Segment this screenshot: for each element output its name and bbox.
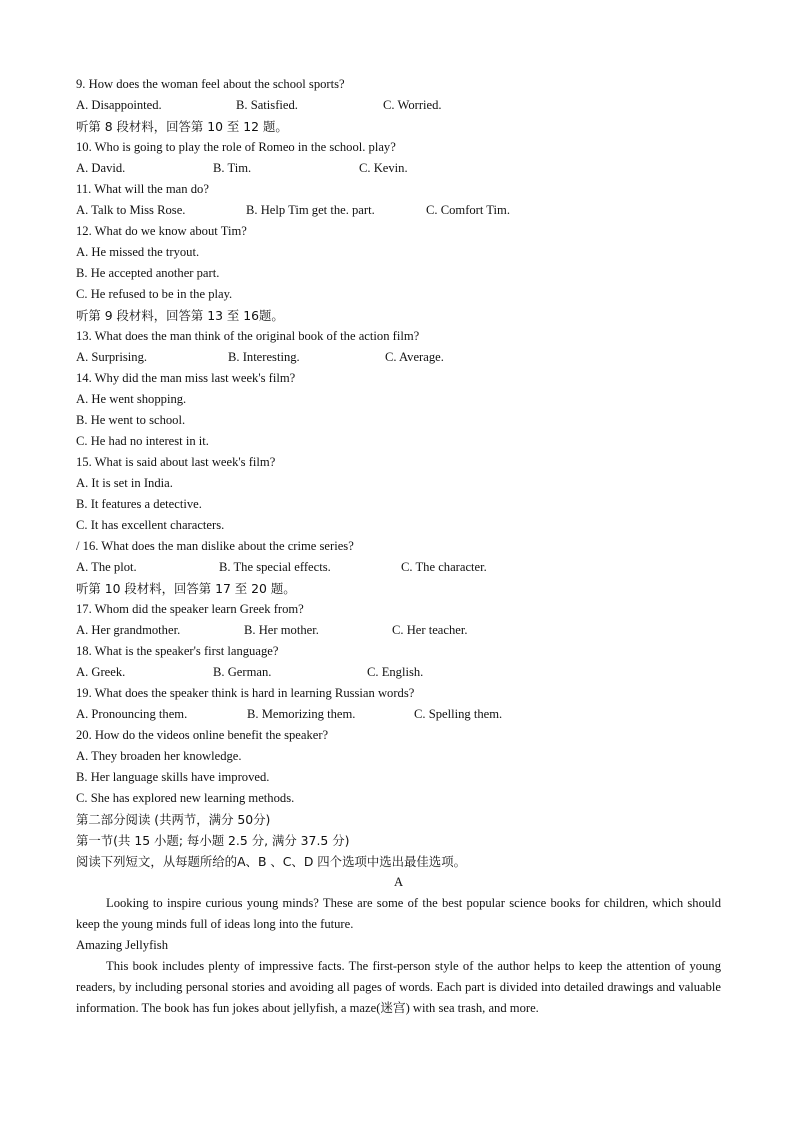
section-instruction-9: 听第 9 段材料，回答第 13 至 16题。 [76, 308, 284, 323]
question-18-stem: 18. What is the speaker's first language? [76, 644, 279, 658]
question-16-stem: / 16. What does the man dislike about the crime series? [76, 539, 354, 553]
option-c: C. Worried. [383, 98, 442, 112]
question-12-stem: 12. What do we know about Tim? [76, 224, 247, 238]
option-a: A. Talk to Miss Rose. [76, 203, 186, 217]
option-b: B. Her mother. [244, 623, 319, 637]
question-13-stem: 13. What does the man think of the original book of the action film? [76, 329, 420, 343]
option-a: A. Greek. [76, 665, 126, 679]
question-11-stem: 11. What will the man do? [76, 182, 209, 196]
option-b: B. He went to school. [76, 413, 186, 427]
option-a: A. The plot. [76, 560, 137, 574]
option-c: C. Kevin. [359, 161, 408, 175]
option-a: A. Her grandmother. [76, 623, 181, 637]
option-a: A. He missed the tryout. [76, 245, 200, 259]
question-11-options [76, 200, 721, 221]
option-a: A. They broaden her knowledge. [76, 749, 242, 763]
option-b: B. It features a detective. [76, 497, 202, 511]
option-b: B. He accepted another part. [76, 266, 220, 280]
option-a: A. David. [76, 161, 126, 175]
option-c: C. Average. [385, 350, 444, 364]
option-c: C. He refused to be in the play. [76, 287, 233, 301]
question-16-options [76, 557, 721, 578]
book-title: Amazing Jellyfish [76, 938, 168, 952]
option-b: B. Her language skills have improved. [76, 770, 270, 784]
book-description: This book includes plenty of impressive facts. The first-person style of the author helps to keep the attention of young readers, by including personal stories and avoiding all pages of words. Each part is divided into detailed drawings and valuable information. The book has fun jokes about jellyfish, a maze(迷宫) with sea trash, and more. [76, 959, 721, 1015]
option-b: B. Help Tim get the. part. [246, 203, 375, 217]
question-9-options [76, 95, 721, 116]
option-b: B. German. [213, 665, 272, 679]
option-b: B. Satisfied. [236, 98, 298, 112]
question-14-stem: 14. Why did the man miss last week's film? [76, 371, 296, 385]
question-10-options [76, 158, 721, 179]
option-a: A. Disappointed. [76, 98, 162, 112]
question-20-stem: 20. How do the videos online benefit the speaker? [76, 728, 329, 742]
section-instruction-8: 听第 8 段材料，回答第 10 至 12 题。 [76, 119, 288, 134]
option-a: A. It is set in India. [76, 476, 173, 490]
passage-label: A [393, 875, 404, 889]
question-13-options [76, 347, 721, 368]
question-17-stem: 17. Whom did the speaker learn Greek from? [76, 602, 304, 616]
question-9-stem: 9. How does the woman feel about the school sports? [76, 77, 345, 91]
question-18-options [76, 662, 721, 683]
option-a: A. Pronouncing them. [76, 707, 188, 721]
option-c: C. The character. [401, 560, 487, 574]
question-17-options [76, 620, 721, 641]
option-b: B. Interesting. [228, 350, 300, 364]
section-instruction-10: 听第 10 段材料，回答第 17 至 20 题。 [76, 581, 296, 596]
option-b: B. The special effects. [219, 560, 331, 574]
question-15-stem: 15. What is said about last week's film? [76, 455, 276, 469]
option-c: C. He had no interest in it. [76, 434, 209, 448]
passage-intro: Looking to inspire curious young minds? These are some of the best popular science books for children, which should keep the young minds full of ideas long into the future. [76, 896, 721, 931]
reading-instruction: 阅读下列短文，从每题所给的A、B 、C、D 四个选项中选出最佳选项。 [76, 854, 466, 869]
option-c: C. Comfort Tim. [426, 203, 510, 217]
option-a: A. He went shopping. [76, 392, 187, 406]
option-c: C. Spelling them. [414, 707, 503, 721]
option-c: C. Her teacher. [392, 623, 468, 637]
option-b: B. Memorizing them. [247, 707, 356, 721]
option-c: C. English. [367, 665, 424, 679]
option-c: C. She has explored new learning methods. [76, 791, 295, 805]
part-two-heading: 第二部分阅读 (共两节，满分 50分) [76, 812, 271, 827]
question-19-stem: 19. What does the speaker think is hard in learning Russian words? [76, 686, 415, 700]
question-19-options [76, 704, 721, 725]
option-b: B. Tim. [213, 161, 252, 175]
page-content [76, 74, 721, 1019]
question-10-stem: 10. Who is going to play the role of Romeo in the school. play? [76, 140, 396, 154]
option-c: C. It has excellent characters. [76, 518, 225, 532]
option-a: A. Surprising. [76, 350, 148, 364]
part-two-section-one-heading: 第一节(共 15 小题; 每小题 2.5 分, 满分 37.5 分) [76, 833, 350, 848]
